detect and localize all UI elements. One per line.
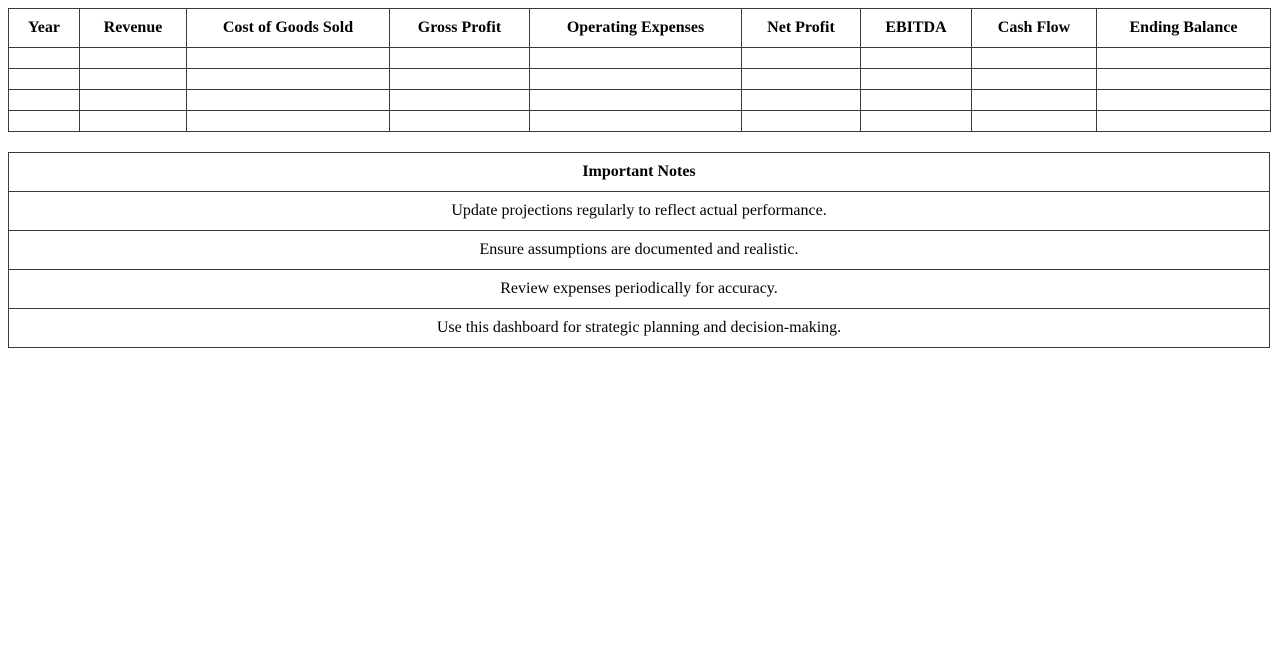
note-row <box>9 192 1270 231</box>
table-header-row <box>9 9 1271 48</box>
table-cell[interactable] <box>80 69 187 90</box>
table-cell[interactable] <box>530 48 742 69</box>
table-cell[interactable] <box>861 111 972 132</box>
table-cell[interactable] <box>390 111 530 132</box>
table-cell[interactable] <box>9 90 80 111</box>
table-row <box>9 69 1271 90</box>
table-cell[interactable] <box>9 48 80 69</box>
column-header-year: Year <box>9 9 80 48</box>
table-cell[interactable] <box>742 69 861 90</box>
column-header-ending-balance: Ending Balance <box>1097 9 1271 48</box>
note-item: Update projections regularly to reflect actual performance. <box>9 192 1270 231</box>
table-cell[interactable] <box>530 90 742 111</box>
table-cell[interactable] <box>972 111 1097 132</box>
table-cell[interactable] <box>187 48 390 69</box>
table-cell[interactable] <box>861 90 972 111</box>
table-cell[interactable] <box>390 69 530 90</box>
table-row <box>9 111 1271 132</box>
table-cell[interactable] <box>80 48 187 69</box>
table-cell[interactable] <box>1097 48 1271 69</box>
table-cell[interactable] <box>972 48 1097 69</box>
note-item: Use this dashboard for strategic planning and decision-making. <box>9 309 1270 348</box>
table-cell[interactable] <box>9 111 80 132</box>
note-item: Review expenses periodically for accuracy. <box>9 270 1270 309</box>
table-cell[interactable] <box>530 111 742 132</box>
table-cell[interactable] <box>390 48 530 69</box>
table-cell[interactable] <box>1097 69 1271 90</box>
note-row <box>9 270 1270 309</box>
note-row <box>9 231 1270 270</box>
column-header-cogs: Cost of Goods Sold <box>187 9 390 48</box>
table-cell[interactable] <box>742 90 861 111</box>
table-cell[interactable] <box>80 111 187 132</box>
table-cell[interactable] <box>1097 90 1271 111</box>
table-cell[interactable] <box>972 90 1097 111</box>
table-row <box>9 90 1271 111</box>
table-cell[interactable] <box>1097 111 1271 132</box>
table-cell[interactable] <box>742 111 861 132</box>
table-cell[interactable] <box>861 48 972 69</box>
note-item: Ensure assumptions are documented and realistic. <box>9 231 1270 270</box>
table-cell[interactable] <box>187 90 390 111</box>
financial-projection-table <box>8 8 1271 132</box>
table-cell[interactable] <box>80 90 187 111</box>
table-cell[interactable] <box>861 69 972 90</box>
table-cell[interactable] <box>972 69 1097 90</box>
column-header-ebitda: EBITDA <box>861 9 972 48</box>
column-header-operating-expenses: Operating Expenses <box>530 9 742 48</box>
column-header-revenue: Revenue <box>80 9 187 48</box>
column-header-gross-profit: Gross Profit <box>390 9 530 48</box>
note-row <box>9 309 1270 348</box>
table-cell[interactable] <box>9 69 80 90</box>
notes-title: Important Notes <box>9 153 1270 192</box>
column-header-cash-flow: Cash Flow <box>972 9 1097 48</box>
table-cell[interactable] <box>530 69 742 90</box>
notes-header-row <box>9 153 1270 192</box>
important-notes-table <box>8 152 1270 348</box>
table-cell[interactable] <box>187 69 390 90</box>
column-header-net-profit: Net Profit <box>742 9 861 48</box>
table-cell[interactable] <box>742 48 861 69</box>
table-cell[interactable] <box>187 111 390 132</box>
table-row <box>9 48 1271 69</box>
table-cell[interactable] <box>390 90 530 111</box>
